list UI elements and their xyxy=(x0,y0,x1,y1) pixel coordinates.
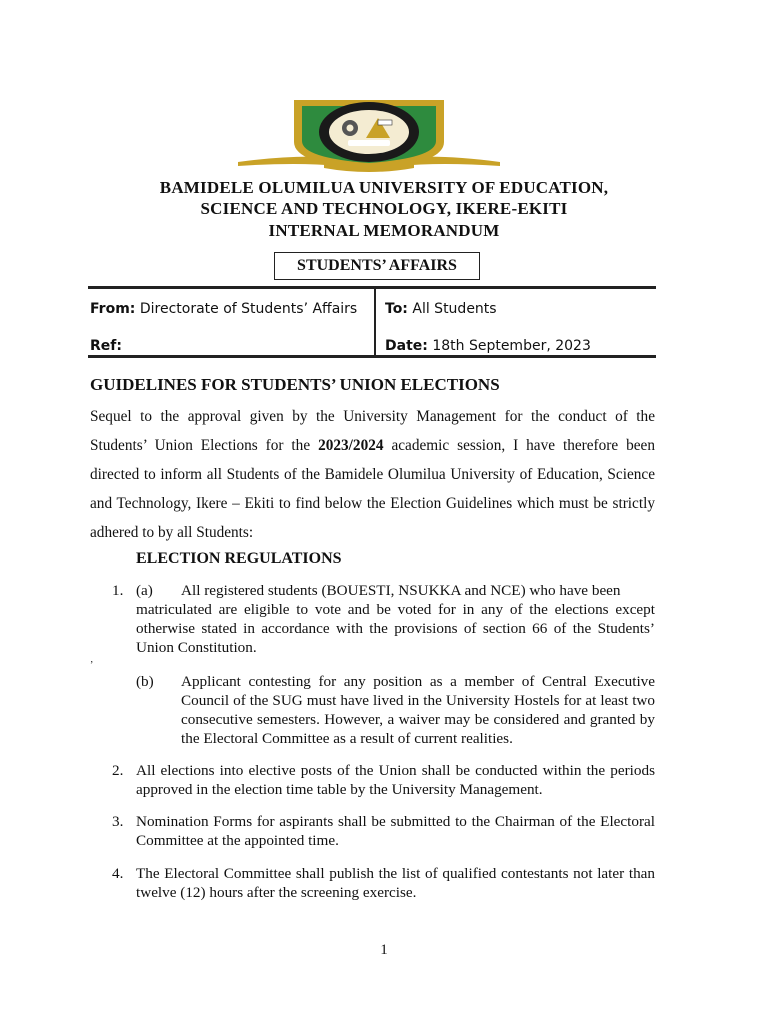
item-1a-text: matriculated are eligible to vote and be voted for in any of the elections except otherwise stated in accordance with the provisions of section 66 of the Students’ Union Constitution. xyxy=(136,601,655,656)
item-1a-label: (a) xyxy=(136,582,153,599)
department-box: STUDENTS’ AFFAIRS xyxy=(274,252,480,280)
date-label: Date: xyxy=(385,338,428,354)
item-4-number: 4. xyxy=(112,865,124,882)
memo-top-rule xyxy=(88,286,656,289)
item-3-number: 3. xyxy=(112,813,124,830)
memo-type-title: INTERNAL MEMORANDUM xyxy=(268,221,500,240)
university-name-line1: BAMIDELE OLUMILUA UNIVERSITY OF EDUCATION, xyxy=(159,178,609,197)
to-value: All Students xyxy=(412,301,497,317)
regulations-heading: ELECTION REGULATIONS xyxy=(136,550,342,567)
memo-bottom-rule xyxy=(88,355,656,358)
ref-label: Ref: xyxy=(90,338,122,354)
memo-heading: GUIDELINES FOR STUDENTS’ UNION ELECTIONS xyxy=(90,375,500,394)
item-1-number: 1. xyxy=(112,582,124,599)
from-label: From: xyxy=(90,301,136,317)
memo-divider xyxy=(374,288,376,358)
memo-date xyxy=(385,338,591,354)
memo-to xyxy=(385,301,497,317)
item-2-text: All elections into elective posts of the Union shall be conducted within the periods approved in the election time table by the University Management. xyxy=(136,762,655,798)
date-value: 18th September, 2023 xyxy=(432,338,591,354)
item-1a-first-line: All registered students (BOUESTI, NSUKKA and NCE) who have been xyxy=(181,582,621,599)
session-year: 2023/2024 xyxy=(318,437,384,454)
item-4-text: The Electoral Committee shall publish the list of qualified contestants not later than twelve (12) hours after the screening exercise. xyxy=(136,865,655,901)
stray-mark: ’ xyxy=(90,660,94,671)
item-2-number: 2. xyxy=(112,762,124,779)
intro-paragraph: Sequel to the approval given by the University Management for the conduct of the Students’ Union Elections for the 2023/2024 academic session, I have therefore been directed to inform all Students of the Bamidele Olumilua University of Education, Science and Technology, Ikere – Ekiti to find below the Election Guidelines which must be strictly adhered to by all Students: xyxy=(90,408,655,541)
page-number: 1 xyxy=(380,942,388,958)
university-logo xyxy=(238,96,500,174)
item-3-text: Nomination Forms for aspirants shall be submitted to the Chairman of the Electoral Committee at the appointed time. xyxy=(136,813,655,849)
to-label: To: xyxy=(385,301,408,317)
item-1b-label: (b) xyxy=(136,673,154,690)
from-value: Directorate of Students’ Affairs xyxy=(139,301,358,317)
memo-ref xyxy=(90,338,122,354)
university-name-line2: SCIENCE AND TECHNOLOGY, IKERE-EKITI xyxy=(200,199,568,218)
item-1b-text: Applicant contesting for any position as a member of Central Executive Council of the SUG must have lived in the University Hostels for at least two consecutive semesters. However, a waiver may be considered and granted by the Electoral Committee as a result of current realities. xyxy=(181,673,655,747)
memo-from xyxy=(90,301,357,317)
